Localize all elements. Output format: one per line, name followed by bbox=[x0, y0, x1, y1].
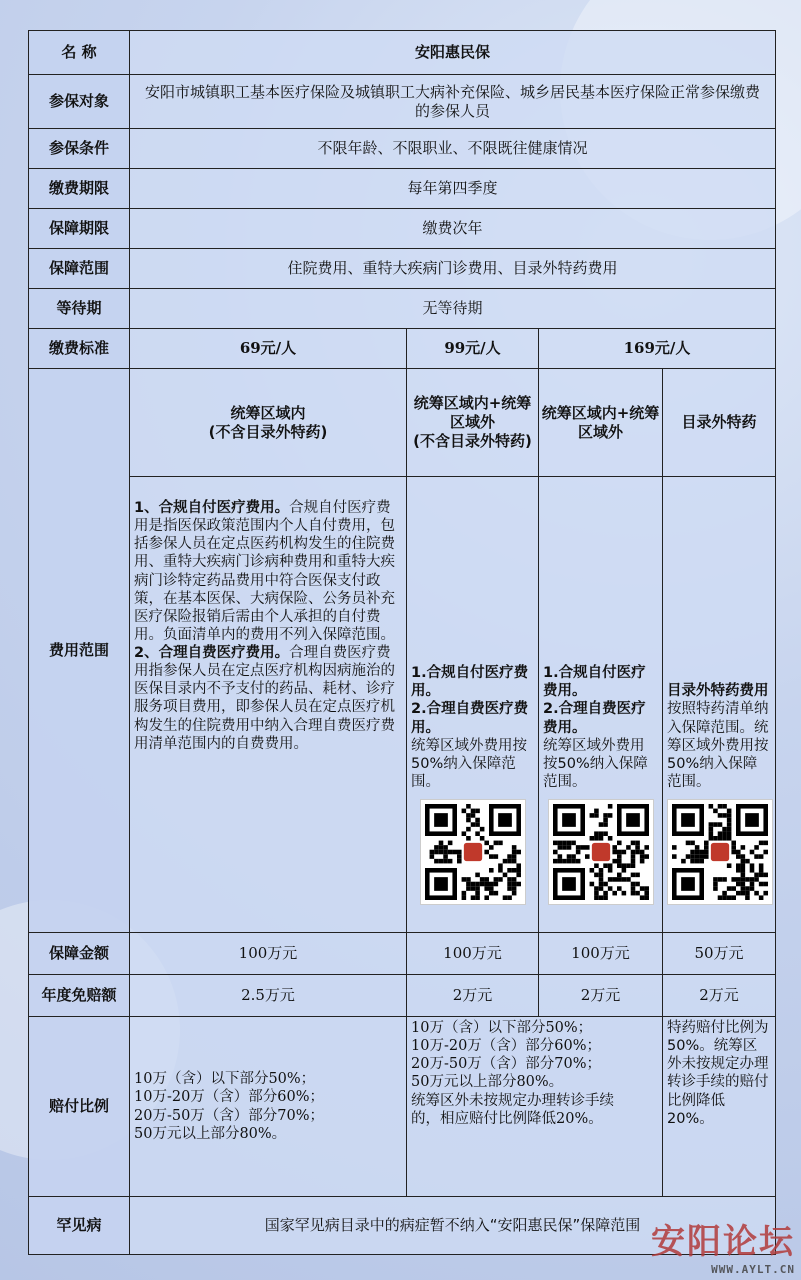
plan1-head bbox=[130, 369, 407, 477]
rare-label: 罕见病 bbox=[29, 1197, 130, 1255]
row-fee-detail bbox=[29, 477, 776, 933]
plan3-fee-title2: 2.合理自费医疗费用。 bbox=[543, 701, 646, 736]
ratio-plan23-line: 统筹区外未按规定办理转诊手续的，相应赔付比例降低20%。 bbox=[411, 1092, 614, 1127]
pay-period-label: 缴费期限 bbox=[29, 169, 130, 209]
qr-code-plan3[interactable] bbox=[548, 799, 654, 905]
price-69: 69元/人 bbox=[130, 329, 407, 369]
amount-plan2: 100万元 bbox=[407, 933, 539, 975]
row-pay-period bbox=[29, 169, 776, 209]
deduct-plan1: 2.5万元 bbox=[130, 975, 407, 1017]
row-amount bbox=[29, 933, 776, 975]
row-plan-heads bbox=[29, 369, 776, 477]
amount-plan1: 100万元 bbox=[130, 933, 407, 975]
plan2-fee-body: 统筹区域外费用按50%纳入保障范围。 bbox=[411, 737, 527, 790]
product-title: 安阳惠民保 bbox=[130, 31, 776, 75]
plan4-fee-body: 按照特药清单纳入保障范围。统筹区域外费用按50%纳入保障范围。 bbox=[667, 701, 769, 790]
qr-code-plan4[interactable] bbox=[667, 799, 773, 905]
ratio-label: 赔付比例 bbox=[29, 1017, 130, 1197]
row-name bbox=[29, 31, 776, 75]
plan1-fee-body1: 合规自付医疗费用是指医保政策范围内个人自付费用，包括参保人员在定点医药机构发生的住院费用、重特大疾病门诊病种费用和重特大疾病门诊特定药品费用中符合医保支付政策，在基本医保、大病保险、公务员补充医疗保险报销后需由个人承担的自付费用。负面清单内的费用不列入保障范围。 bbox=[134, 500, 395, 643]
plan2-head bbox=[407, 369, 539, 477]
plan1-head-line1: 统筹区域内 bbox=[230, 403, 306, 422]
plan2-head-line1: 统筹区域内+统筹区域外 bbox=[413, 394, 532, 432]
rare-value: 国家罕见病目录中的病症暂不纳入“安阳惠民保”保障范围 bbox=[130, 1197, 776, 1255]
deduct-plan3: 2万元 bbox=[539, 975, 663, 1017]
qr-code-plan2[interactable] bbox=[420, 799, 526, 905]
plan2-fee-title2: 2.合理自费医疗费用。 bbox=[411, 701, 529, 736]
plan3-fee-title1: 1.合规自付医疗费用。 bbox=[543, 665, 646, 700]
ratio-plan4: 特药赔付比例为50%。统筹区外未按规定办理转诊手续的赔付比例降低20%。 bbox=[663, 1017, 776, 1197]
plan4-fee-title: 目录外特药费用 bbox=[667, 683, 769, 700]
ratio-plan23-line: 20万-50万（含）部分70%； bbox=[411, 1056, 602, 1073]
scope-label: 保障范围 bbox=[29, 249, 130, 289]
condition-label: 参保条件 bbox=[29, 129, 130, 169]
ratio-plan1-line: 20万-50万（含）部分70%； bbox=[134, 1107, 325, 1124]
plan2-fee-title1: 1.合规自付医疗费用。 bbox=[411, 665, 529, 700]
deduct-plan4: 2万元 bbox=[663, 975, 776, 1017]
watermark-url: WWW.AYLT.CN bbox=[711, 1263, 795, 1276]
insurance-info-table bbox=[28, 30, 776, 1255]
insured-label: 参保对象 bbox=[29, 75, 130, 129]
ratio-plan1-line: 10万-20万（含）部分60%； bbox=[134, 1089, 325, 1106]
row-ratio bbox=[29, 1017, 776, 1197]
row-insured bbox=[29, 75, 776, 129]
row-cover-period bbox=[29, 209, 776, 249]
ratio-plan1-line: 50万元以上部分80%。 bbox=[134, 1125, 287, 1142]
plan1-fee-body2: 合理自费医疗费用指参保人员在定点医疗机构因病施治的医保目录内不予支付的药品、耗材、诊疗服务项目费用，即参保人员在定点医疗机构发生的住院费用中纳入合理自费医疗费用清单范围内的自费费用。 bbox=[134, 645, 395, 752]
fee-label: 费用范围 bbox=[29, 369, 130, 933]
price-99: 99元/人 bbox=[407, 329, 539, 369]
condition-value: 不限年龄、不限职业、不限既往健康情况 bbox=[130, 129, 776, 169]
plan1-fee-title2: 2、合理自费医疗费用。 bbox=[134, 645, 290, 661]
row-wait bbox=[29, 289, 776, 329]
cover-period-value: 缴费次年 bbox=[130, 209, 776, 249]
plan3-fee bbox=[539, 477, 663, 933]
deduct-label: 年度免赔额 bbox=[29, 975, 130, 1017]
ratio-plan1-line: 10万（含）以下部分50%； bbox=[134, 1071, 316, 1088]
watermark-text: 安阳论坛 bbox=[651, 1222, 795, 1262]
plan3-head: 统筹区域内+统筹区域外 bbox=[539, 369, 663, 477]
plan1-fee bbox=[130, 477, 407, 933]
ratio-plan23 bbox=[407, 1017, 663, 1197]
price-169: 169元/人 bbox=[539, 329, 776, 369]
amount-plan3: 100万元 bbox=[539, 933, 663, 975]
plan4-head: 目录外特药 bbox=[663, 369, 776, 477]
wait-label: 等待期 bbox=[29, 289, 130, 329]
wait-value: 无等待期 bbox=[130, 289, 776, 329]
cover-period-label: 保障期限 bbox=[29, 209, 130, 249]
row-deduct bbox=[29, 975, 776, 1017]
amount-plan4: 50万元 bbox=[663, 933, 776, 975]
price-label: 缴费标准 bbox=[29, 329, 130, 369]
deduct-plan2: 2万元 bbox=[407, 975, 539, 1017]
ratio-plan23-line: 10万（含）以下部分50%； bbox=[411, 1020, 593, 1036]
ratio-plan23-line: 50万元以上部分80%。 bbox=[411, 1074, 564, 1091]
plan4-fee bbox=[663, 477, 776, 933]
scope-value: 住院费用、重特大疾病门诊费用、目录外特药费用 bbox=[130, 249, 776, 289]
plan1-fee-title1: 1、合规自付医疗费用。 bbox=[134, 500, 290, 516]
name-label: 名 称 bbox=[29, 31, 130, 75]
plan2-head-line2: (不含目录外特药) bbox=[413, 431, 532, 450]
amount-label: 保障金额 bbox=[29, 933, 130, 975]
watermark-logo bbox=[651, 1214, 795, 1276]
ratio-plan23-line: 10万-20万（含）部分60%； bbox=[411, 1038, 602, 1055]
pay-period-value: 每年第四季度 bbox=[130, 169, 776, 209]
plan2-fee bbox=[407, 477, 539, 933]
plan3-fee-body: 统筹区域外费用按50%纳入保障范围。 bbox=[543, 737, 648, 790]
row-price bbox=[29, 329, 776, 369]
insured-value: 安阳市城镇职工基本医疗保险及城镇职工大病补充保险、城乡居民基本医疗保险正常参保缴费的参保人员 bbox=[130, 75, 776, 129]
row-condition bbox=[29, 129, 776, 169]
plan1-head-line2: (不含目录外特药) bbox=[208, 422, 328, 441]
row-scope bbox=[29, 249, 776, 289]
ratio-plan1 bbox=[130, 1017, 407, 1197]
